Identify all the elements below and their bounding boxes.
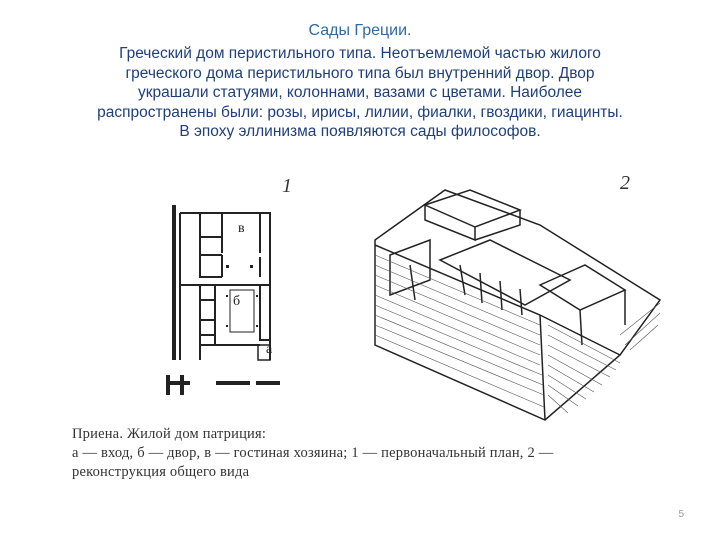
plan-letter-v: в (238, 221, 245, 236)
body-line: украшали статуями, колоннами, вазами с цветами. Наиболее (137, 84, 583, 101)
floor-plan-drawing (160, 195, 290, 405)
body-line: Греческий дом перистильного типа. Неотъемлемой частью жилого (119, 45, 601, 62)
caption-line: Приена. Жилой дом патриция: (72, 426, 267, 442)
figure-caption (72, 425, 672, 482)
page-number: 5 (678, 509, 684, 520)
caption-line: а — вход, б — двор, в — гостиная хозяина; 1 — первоначальный план, 2 — (72, 445, 554, 461)
body-line: распространены были: розы, ирисы, лилии, фиалки, гвоздики, гиацинты. (97, 103, 623, 121)
slide-title: Сады Греции. (308, 22, 412, 39)
slide-body (40, 44, 680, 142)
plan-letter-b: б (233, 294, 241, 309)
body-line: греческого дома перистильного типа был внутренний двор. Двор (125, 64, 595, 82)
figure-label-2: 2 (620, 172, 630, 194)
body-line: В эпоху эллинизма появляются сады философов. (179, 123, 541, 140)
figure-label-1: 1 (282, 175, 292, 197)
house-reconstruction-drawing (370, 185, 670, 430)
caption-line: реконструкция общего вида (72, 464, 250, 480)
plan-letter-a: а (266, 342, 273, 357)
